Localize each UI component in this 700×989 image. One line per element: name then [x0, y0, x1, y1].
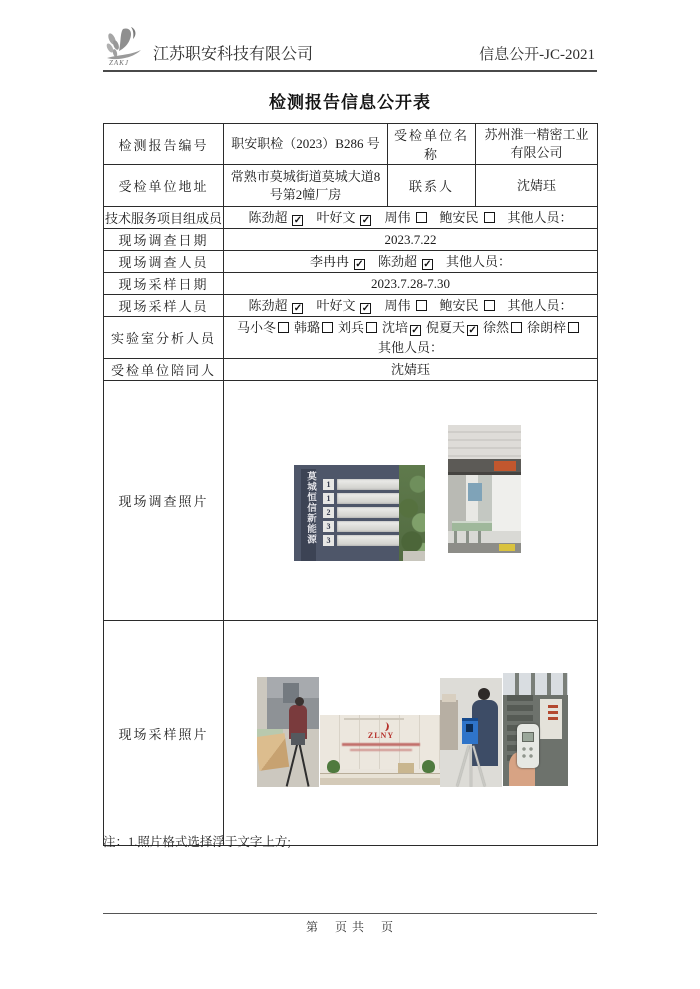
tech-team-label: 技术服务项目组成员 — [104, 207, 224, 229]
member-name: 陈劲超 — [377, 253, 417, 269]
signboard-vertical-strip — [301, 469, 316, 561]
checked-checkbox-icon: ✓ — [411, 324, 420, 336]
table-row — [104, 251, 598, 273]
footnote: 注：1.照片格式选择浮于文字上方; — [103, 835, 291, 849]
sampling-photos-label: 现场采样照片 — [104, 621, 224, 846]
checked-checkbox-icon: ✓ — [423, 258, 432, 270]
sampler-device — [291, 733, 305, 745]
page-header — [103, 26, 597, 72]
survey-photo-signboard — [294, 465, 425, 561]
table-row — [104, 229, 598, 251]
unchecked-checkbox-icon — [511, 322, 522, 333]
company-logo-icon — [103, 25, 147, 67]
table-row — [104, 359, 598, 381]
escort-label: 受检单位陪同人 — [104, 359, 224, 381]
table-row — [104, 207, 598, 229]
meter-buttons — [521, 746, 535, 760]
survey-team-members — [224, 251, 598, 273]
member-item — [384, 210, 426, 225]
member-name: 叶好文 — [316, 209, 356, 225]
unchecked-checkbox-icon — [484, 212, 495, 223]
unchecked-checkbox-icon — [366, 322, 377, 333]
lobby-logo-text: ZLNY — [367, 731, 395, 740]
factory-ceiling — [448, 425, 521, 459]
plaque-number: 3 — [323, 521, 334, 532]
footer-divider — [103, 913, 597, 914]
unit-address-value: 常熟市莫城街道莫城大道8号第2幢厂房 — [224, 165, 388, 207]
report-no-value: 职安职检（2023）B286 号 — [224, 124, 388, 165]
member-item — [237, 320, 289, 335]
checked-checkbox-icon: ✓ — [293, 302, 303, 314]
survey-date-value: 2023.7.22 — [224, 229, 598, 251]
table-row — [104, 381, 598, 621]
checked-checkbox-icon: ✓ — [361, 302, 371, 314]
table-row — [104, 124, 598, 165]
survey-photos-label: 现场调查照片 — [104, 381, 224, 621]
survey-photo-factory-interior — [448, 425, 521, 553]
factory-floor-marking — [499, 544, 515, 551]
table-row — [104, 273, 598, 295]
table-row — [104, 621, 598, 846]
survey-team-other-label: 其他人员： — [446, 253, 512, 269]
member-name: 徐然 — [483, 319, 510, 335]
member-item — [316, 210, 371, 225]
member-name: 陈劲超 — [248, 209, 288, 225]
sampling-photo-technician — [440, 678, 502, 787]
sampling-date-label: 现场采样日期 — [104, 273, 224, 295]
unit-address-label: 受检单位地址 — [104, 165, 224, 207]
member-item — [310, 254, 365, 269]
member-item — [440, 298, 495, 313]
member-name: 刘兵 — [337, 319, 364, 335]
lobby-ceiling-lamp — [344, 718, 404, 720]
member-item — [316, 298, 371, 313]
plaque-number: 2 — [323, 507, 334, 518]
sampling-photo-lobby — [320, 715, 442, 785]
escort-value: 沈婧珏 — [224, 359, 598, 381]
member-name: 马小冬 — [236, 319, 276, 335]
unchecked-checkbox-icon — [278, 322, 289, 333]
member-name: 沈培 — [381, 319, 408, 335]
member-name: 倪夏天 — [426, 319, 466, 335]
member-item — [382, 320, 421, 335]
unchecked-checkbox-icon — [416, 300, 427, 311]
potted-plant — [422, 760, 435, 773]
member-name: 周伟 — [384, 297, 411, 313]
factory-machine-screen — [468, 483, 482, 501]
member-item — [248, 210, 303, 225]
report-no-label: 检测报告编号 — [104, 124, 224, 165]
company-name: 江苏职安科技有限公司 — [153, 46, 314, 63]
factory-workbench — [452, 521, 492, 531]
sampling-date-value: 2023.7.28-7.30 — [224, 273, 598, 295]
member-item — [384, 298, 426, 313]
member-item — [527, 320, 579, 335]
potted-plant — [327, 760, 340, 773]
sampling-team-members — [224, 295, 598, 317]
member-name: 韩璐 — [293, 319, 320, 335]
worker-head — [295, 697, 304, 706]
lab-team-label: 实验室分析人员 — [104, 317, 224, 359]
plaque-number: 1 — [323, 493, 334, 504]
member-item — [294, 320, 333, 335]
tripod-leg — [456, 746, 469, 787]
member-name: 周伟 — [384, 209, 411, 225]
lobby-subtitle-blur — [350, 749, 412, 751]
plaque-number: 3 — [323, 535, 334, 546]
cardboard-box — [257, 733, 289, 771]
lobby-company-name-blur — [342, 743, 420, 746]
checked-checkbox-icon: ✓ — [468, 324, 477, 336]
member-item — [378, 254, 433, 269]
unit-name-value: 苏州淮一精密工业有限公司 — [476, 124, 598, 165]
checked-checkbox-icon: ✓ — [361, 214, 371, 226]
page-number-text: 第 页 共 页 — [305, 920, 394, 934]
unchecked-checkbox-icon — [568, 322, 579, 333]
lab-team-other-label: 其他人员： — [377, 339, 443, 355]
contact-label: 联系人 — [388, 165, 476, 207]
signboard-ground — [403, 551, 425, 561]
lab-team-members — [224, 317, 598, 359]
signboard-vertical-text: 莫城恒信新能源 — [305, 471, 315, 545]
sampling-photos-cell — [224, 621, 598, 846]
disclosure-form-table — [103, 123, 598, 846]
survey-photos-cell — [224, 381, 598, 621]
tripod-leg — [470, 745, 472, 787]
member-name: 陈劲超 — [248, 297, 288, 313]
sampling-photo-handheld-meter — [503, 673, 568, 786]
technician-head — [478, 688, 490, 700]
reception-desk — [320, 773, 442, 785]
sampling-team-other-label: 其他人员： — [507, 297, 573, 313]
panel-labels — [548, 705, 558, 721]
factory-crane-hoist — [494, 461, 516, 471]
checked-checkbox-icon: ✓ — [355, 258, 364, 270]
survey-team-label: 现场调查人员 — [104, 251, 224, 273]
unit-name-label: 受检单位名称 — [388, 124, 476, 165]
meter-screen — [522, 732, 534, 742]
member-name: 李冉冉 — [309, 253, 349, 269]
logo-caption: ZAKJ — [109, 59, 129, 67]
reception-desk-box — [398, 763, 414, 773]
shelf — [440, 700, 458, 750]
member-item — [426, 320, 478, 335]
unchecked-checkbox-icon — [484, 300, 495, 311]
shelf-box — [442, 694, 456, 702]
member-name: 鲍安民 — [439, 209, 479, 225]
sampling-team-label: 现场采样人员 — [104, 295, 224, 317]
document-code: 信息公开-JC-2021 — [479, 47, 595, 63]
member-name: 叶好文 — [316, 297, 356, 313]
unchecked-checkbox-icon — [322, 322, 333, 333]
plaque-number: 1 — [323, 479, 334, 490]
member-name: 鲍安民 — [439, 297, 479, 313]
foliage-decoration — [399, 465, 425, 561]
table-row — [104, 165, 598, 207]
table-row — [104, 295, 598, 317]
checked-checkbox-icon: ✓ — [293, 214, 303, 226]
survey-date-label: 现场调查日期 — [104, 229, 224, 251]
sampler-screen — [466, 724, 473, 732]
member-item — [440, 210, 495, 225]
sampling-photo-worker-machine — [257, 677, 319, 787]
table-row — [104, 317, 598, 359]
tech-team-members — [224, 207, 598, 229]
member-item — [483, 320, 522, 335]
tech-team-other-label: 其他人员： — [507, 209, 573, 225]
member-item — [248, 298, 303, 313]
unchecked-checkbox-icon — [416, 212, 427, 223]
contact-value: 沈婧珏 — [476, 165, 598, 207]
member-item — [338, 320, 377, 335]
workshop-windows — [503, 673, 568, 695]
member-name: 徐朗梓 — [527, 319, 567, 335]
page-title: 检测报告信息公开表 — [269, 93, 431, 112]
tripod-leg — [298, 743, 309, 786]
